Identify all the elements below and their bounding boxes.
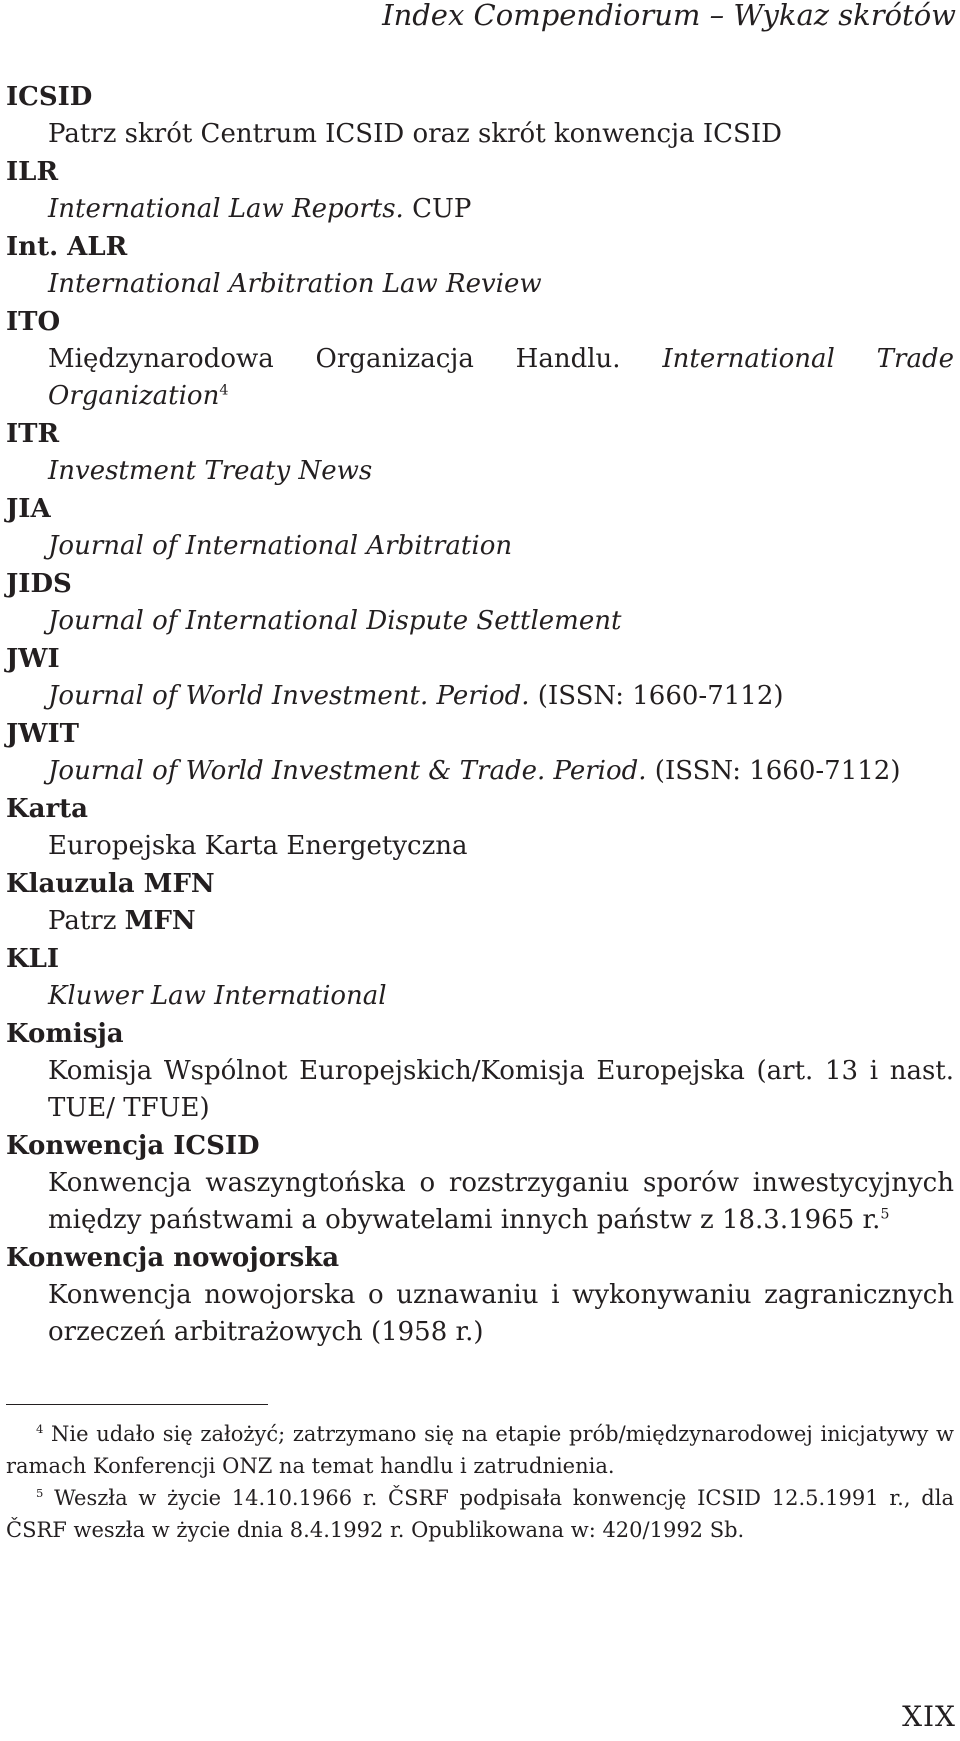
definition-text: International Trade Organization xyxy=(48,344,954,411)
abbreviation-term: Klauzula MFN xyxy=(6,869,215,899)
abbreviation-definition xyxy=(48,453,954,490)
definition-text: Journal of International Dispute Settlement xyxy=(48,606,622,636)
abbreviation-entry xyxy=(6,1015,954,1127)
definition-text: MFN xyxy=(124,906,196,936)
definition-text: Europejska Karta Energetyczna xyxy=(48,831,468,861)
footnote-text: Weszła w życie 14.10.1966 r. ČSRF podpisała konwencję ICSID 12.5.1991 r., dla ČSRF weszła w życie dnia 8.4.1992 r. Opublikowana w: 420/1992 Sb. xyxy=(6,1486,954,1542)
definition-text: International Law Reports. xyxy=(48,194,404,224)
abbreviation-definition xyxy=(48,603,954,640)
abbreviation-definition xyxy=(48,828,954,865)
footnote-text: Nie udało się założyć; zatrzymano się na etapie prób/międzynarodowej inicjatywy w ramach Konferencji ONZ na temat handlu i zatrudnienia. xyxy=(6,1422,954,1478)
abbreviation-term: JIDS xyxy=(6,569,72,599)
footnote-mark: 5 xyxy=(36,1486,44,1500)
definition-text: Międzynarodowa Organizacja Handlu. xyxy=(48,344,663,374)
abbreviation-list xyxy=(6,78,954,1351)
footnote xyxy=(6,1482,954,1546)
abbreviation-definition xyxy=(48,903,954,940)
definition-text: Investment Treaty News xyxy=(48,456,373,486)
abbreviation-term: Konwencja nowojorska xyxy=(6,1243,340,1273)
running-head: Index Compendiorum – Wykaz skrótów xyxy=(382,0,956,32)
abbreviation-entry xyxy=(6,415,954,490)
abbreviation-entry xyxy=(6,1127,954,1239)
footnote-mark: 4 xyxy=(36,1422,44,1436)
definition-text: Journal of International Arbitration xyxy=(48,531,513,561)
footnote-separator xyxy=(6,1404,268,1405)
abbreviation-entry xyxy=(6,865,954,940)
definition-text: Komisja Wspólnot Europejskich/Komisja Europejska (art. 13 i nast. TUE/ TFUE) xyxy=(48,1056,954,1123)
abbreviation-definition xyxy=(48,116,954,153)
abbreviation-entry xyxy=(6,715,954,790)
abbreviation-definition xyxy=(48,753,954,790)
abbreviation-definition xyxy=(48,678,954,715)
abbreviation-term: Komisja xyxy=(6,1019,124,1049)
abbreviation-entry xyxy=(6,153,954,228)
abbreviation-term: ITR xyxy=(6,419,60,449)
abbreviation-entry xyxy=(6,565,954,640)
abbreviation-entry xyxy=(6,303,954,415)
abbreviation-term: Int. ALR xyxy=(6,232,128,262)
abbreviation-definition xyxy=(48,528,954,565)
abbreviation-definition xyxy=(48,978,954,1015)
abbreviation-term: ITO xyxy=(6,307,61,337)
definition-text: Journal of World Investment & Trade. Period. xyxy=(48,756,647,786)
abbreviation-entry xyxy=(6,490,954,565)
definition-text: Patrz xyxy=(48,906,125,936)
abbreviation-entry xyxy=(6,228,954,303)
abbreviation-definition xyxy=(48,266,954,303)
abbreviation-definition xyxy=(48,1277,954,1351)
footnotes xyxy=(6,1418,954,1546)
definition-text: Konwencja waszyngtońska o rozstrzyganiu sporów inwestycyjnych między państwami a obywatelami innych państw z 18.3.1965 r. xyxy=(48,1168,954,1235)
abbreviation-entry xyxy=(6,640,954,715)
abbreviation-entry xyxy=(6,78,954,153)
abbreviation-entry xyxy=(6,940,954,1015)
abbreviation-term: JWI xyxy=(6,644,60,674)
definition-text: CUP xyxy=(403,194,472,224)
footnote-reference: 5 xyxy=(880,1206,890,1223)
definition-text: Kluwer Law International xyxy=(48,981,387,1011)
footnote-reference: 4 xyxy=(219,382,229,399)
abbreviation-entry xyxy=(6,790,954,865)
abbreviation-definition xyxy=(48,1053,954,1127)
footnote xyxy=(6,1418,954,1482)
abbreviation-definition xyxy=(48,191,954,228)
definition-text: (ISSN: 1660-7112) xyxy=(646,756,901,786)
abbreviation-term: JWIT xyxy=(6,719,80,749)
definition-text: Konwencja nowojorska o uznawaniu i wykonywaniu zagranicznych orzeczeń arbitrażowych (1958 r.) xyxy=(48,1280,954,1347)
definition-text: (ISSN: 1660-7112) xyxy=(529,681,784,711)
abbreviation-definition xyxy=(48,1165,954,1239)
definition-text: Journal of World Investment. Period. xyxy=(48,681,530,711)
abbreviation-term: JIA xyxy=(6,494,51,524)
abbreviation-definition xyxy=(48,341,954,415)
definition-text: Patrz skrót Centrum ICSID oraz skrót konwencja ICSID xyxy=(48,119,782,149)
abbreviation-term: KLI xyxy=(6,944,60,974)
abbreviation-term: Konwencja ICSID xyxy=(6,1131,260,1161)
abbreviation-entry xyxy=(6,1239,954,1351)
abbreviation-term: ILR xyxy=(6,157,59,187)
abbreviation-term: Karta xyxy=(6,794,88,824)
definition-text: International Arbitration Law Review xyxy=(48,269,542,299)
page-number: XIX xyxy=(902,1700,956,1733)
abbreviation-term: ICSID xyxy=(6,82,93,112)
